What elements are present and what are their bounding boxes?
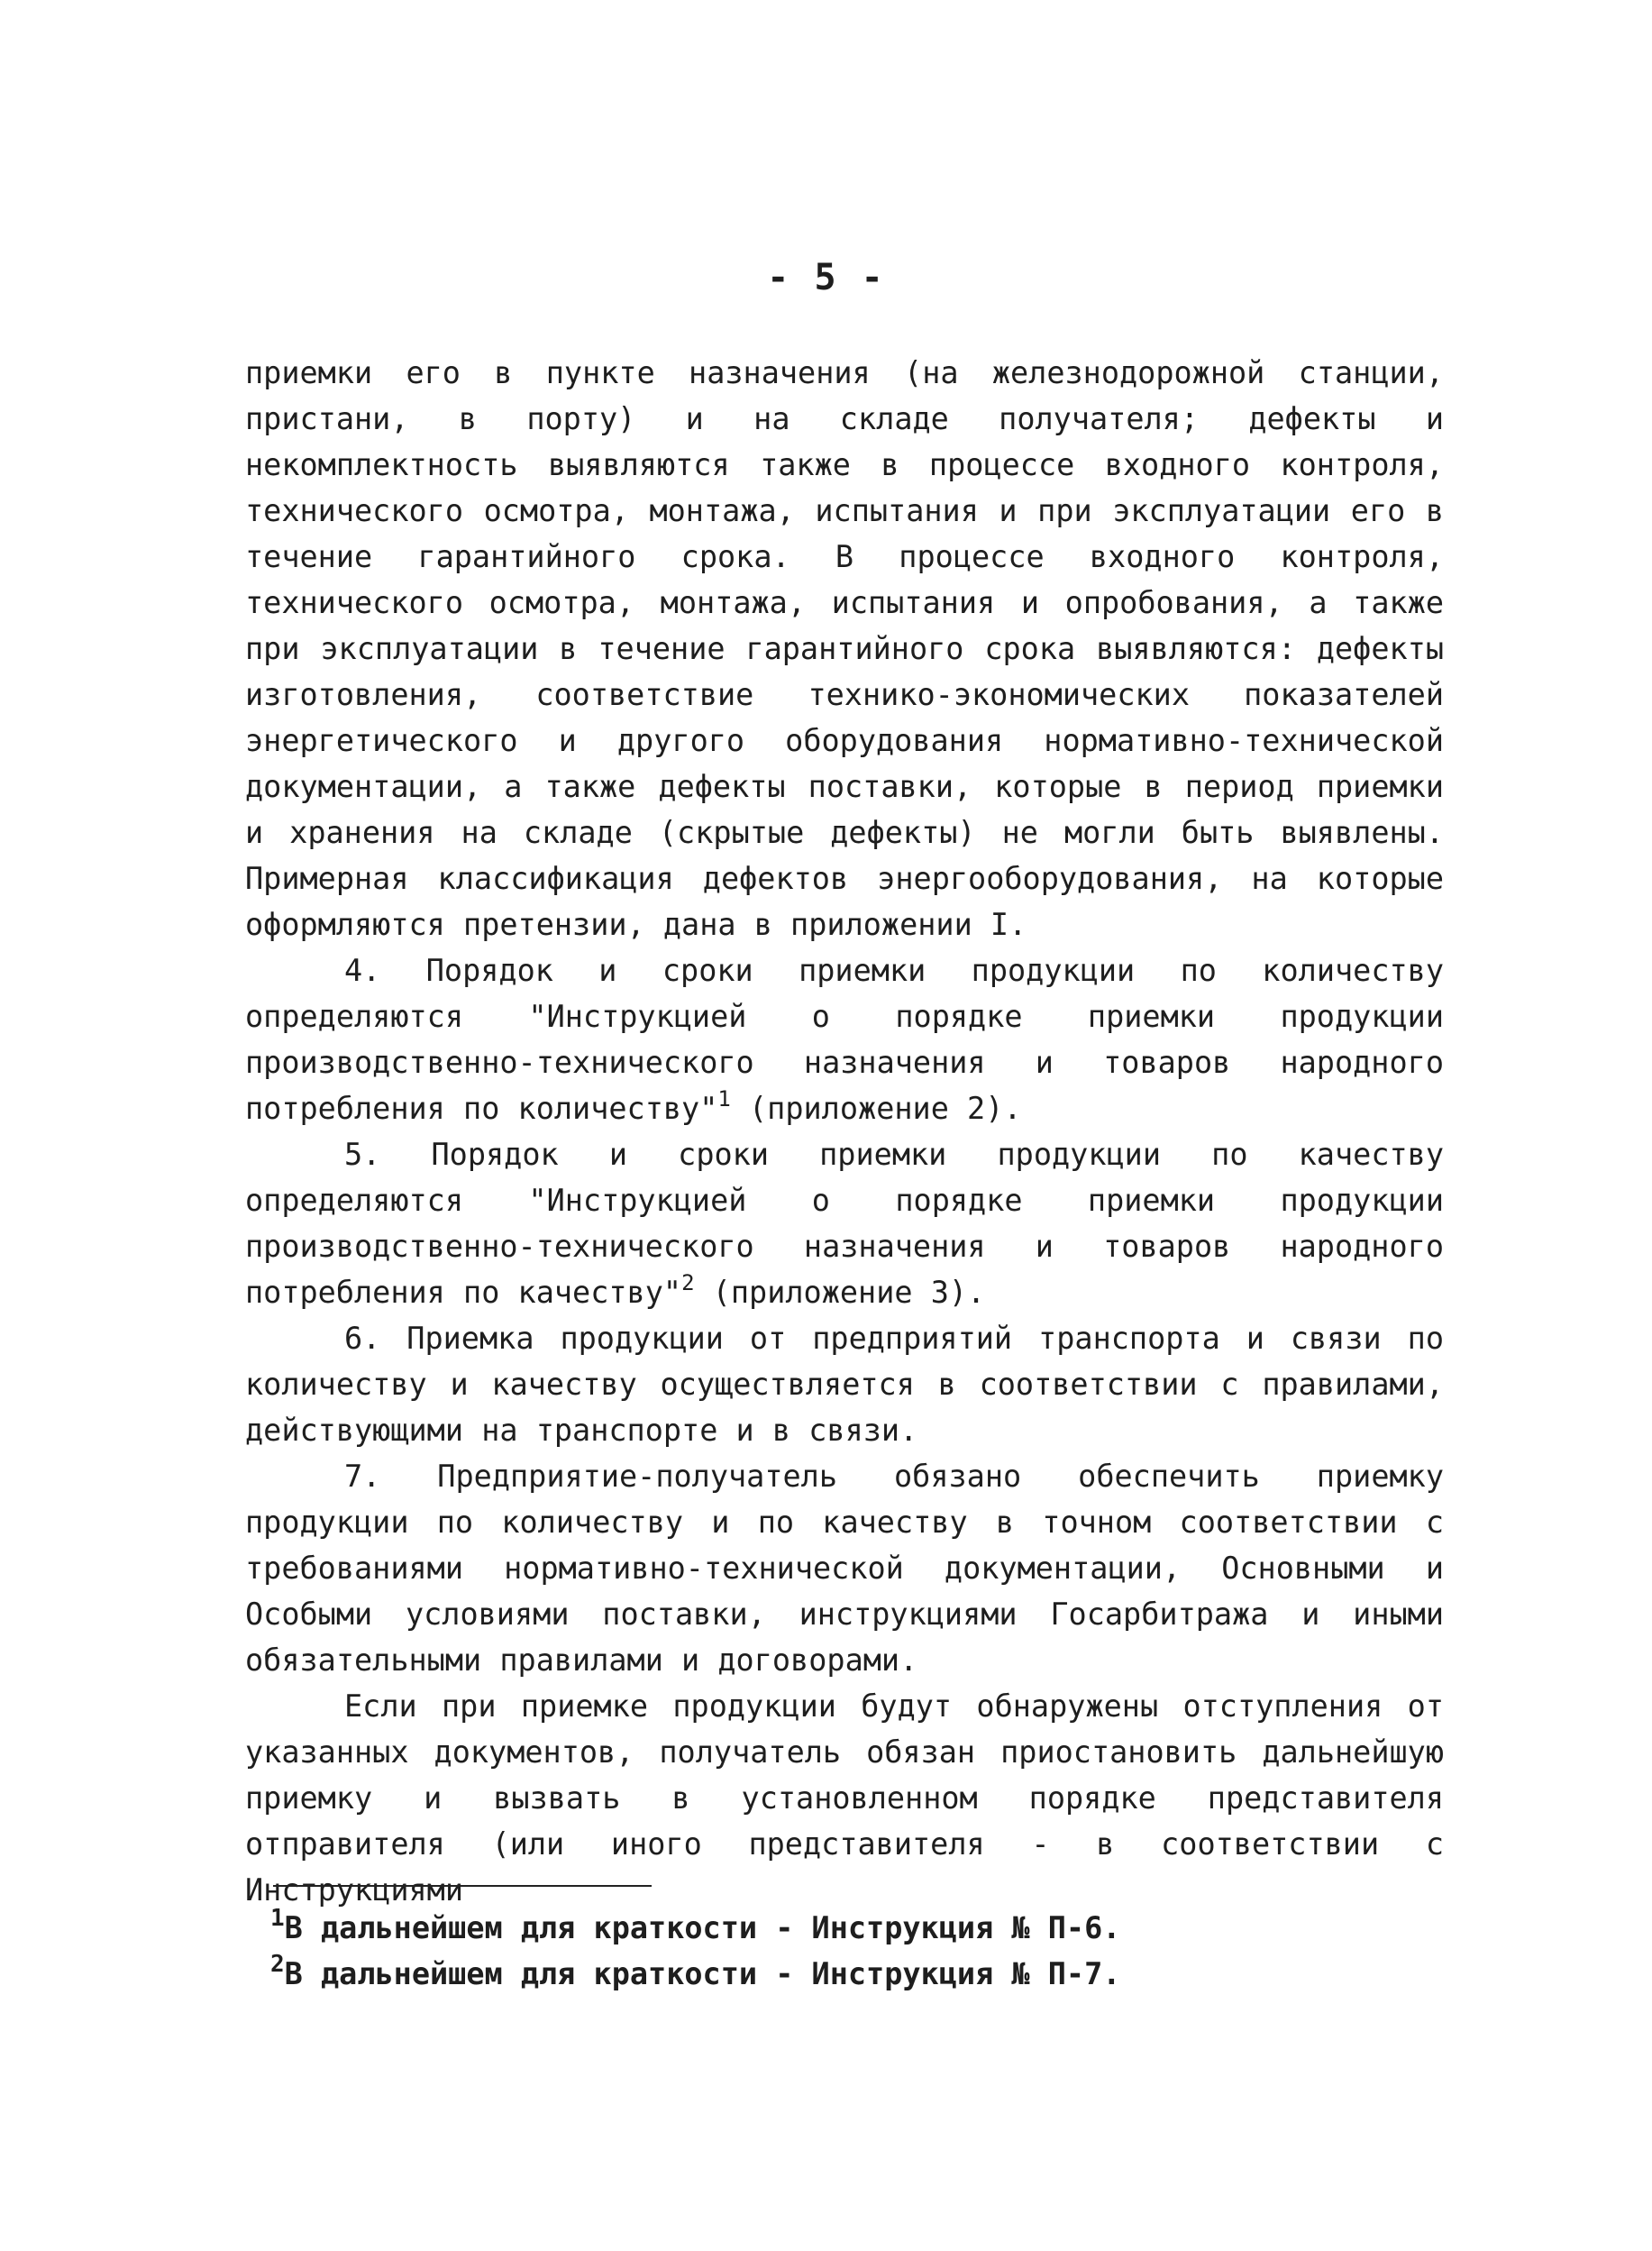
paragraph-text-tail: (приложение 3). [694, 1275, 986, 1310]
paragraph-text: 6. Приемка продукции от предприятий транспорта и связи по количеству и качеству осуществляется в соответствии с правилами, действующими на транспорте и в связи. [245, 1321, 1444, 1448]
paragraph-4 [245, 947, 1444, 1131]
paragraph-text: приемки его в пункте назначения (на железнодорожной станции, пристани, в порту) и на складе получателя; дефекты и некомплектность выявляются также в процессе входного контроля, технического осмотра, монтажа, испытания и при эксплуатации его в течение гарантийного срока. В процессе входного контроля, технического осмотра, монтажа, испытания и опробования, а также при эксплуатации в течение гарантийного срока выявляются: дефекты изготовления, соответствие технико-экономических показателей энергетического и другого оборудования нормативно-технической документации, а также дефекты поставки, которые в период приемки и хранения на складе (скрытые дефекты) не могли быть выявлены. Примерная классификация дефектов энергооборудования, на которые оформляются претензии, дана в приложении I. [245, 355, 1444, 942]
footnote-mark: 2 [270, 1951, 285, 1978]
paragraph-text: 5. Порядок и сроки приемки продукции по качеству определяются "Инструкцией о порядке приемки продукции производственно-технического назначения и товаров народного потребления по качеству" [245, 1137, 1444, 1310]
body-text [245, 350, 1444, 1913]
paragraph-continuation [245, 1683, 1444, 1913]
footnote-text: В дальнейшем для краткости - Инструкция № П-6. [284, 1910, 1121, 1945]
paragraph-text: Если при приемке продукции будут обнаружены отступления от указанных документов, получатель обязан приостановить дальнейшую приемку и вызвать в установленном порядке представителя отправителя (или иного представителя - в соответствии с Инструкциями [245, 1688, 1444, 1908]
paragraph-text: 7. Предприятие-получатель обязано обеспечить приемку продукции по количеству и по качеству в точном соответствии с требованиями нормативно-технической документации, Основными и Особыми условиями поставки, инструкциями Госарбитража и иными обязательными правилами и договорами. [245, 1459, 1444, 1678]
footnote-1 [270, 1905, 1442, 1951]
footnote-divider [273, 1885, 652, 1887]
paragraph-6 [245, 1315, 1444, 1453]
footnotes [270, 1905, 1442, 1997]
footnote-text: В дальнейшем для краткости - Инструкция № П-7. [284, 1956, 1121, 1991]
paragraph-1 [245, 350, 1444, 947]
footnote-ref-1: 1 [717, 1086, 731, 1112]
footnote-ref-2: 2 [681, 1270, 695, 1295]
paragraph-text: 4. Порядок и сроки приемки продукции по количеству определяются "Инструкцией о порядке приемки продукции производственно-технического назначения и товаров народного потребления по количеству" [245, 953, 1444, 1126]
paragraph-5 [245, 1131, 1444, 1315]
paragraph-7 [245, 1453, 1444, 1683]
footnote-mark: 1 [270, 1905, 285, 1932]
footnote-2 [270, 1951, 1442, 1997]
page-number: - 5 - [767, 257, 885, 298]
paragraph-text-tail: (приложение 2). [730, 1091, 1022, 1126]
